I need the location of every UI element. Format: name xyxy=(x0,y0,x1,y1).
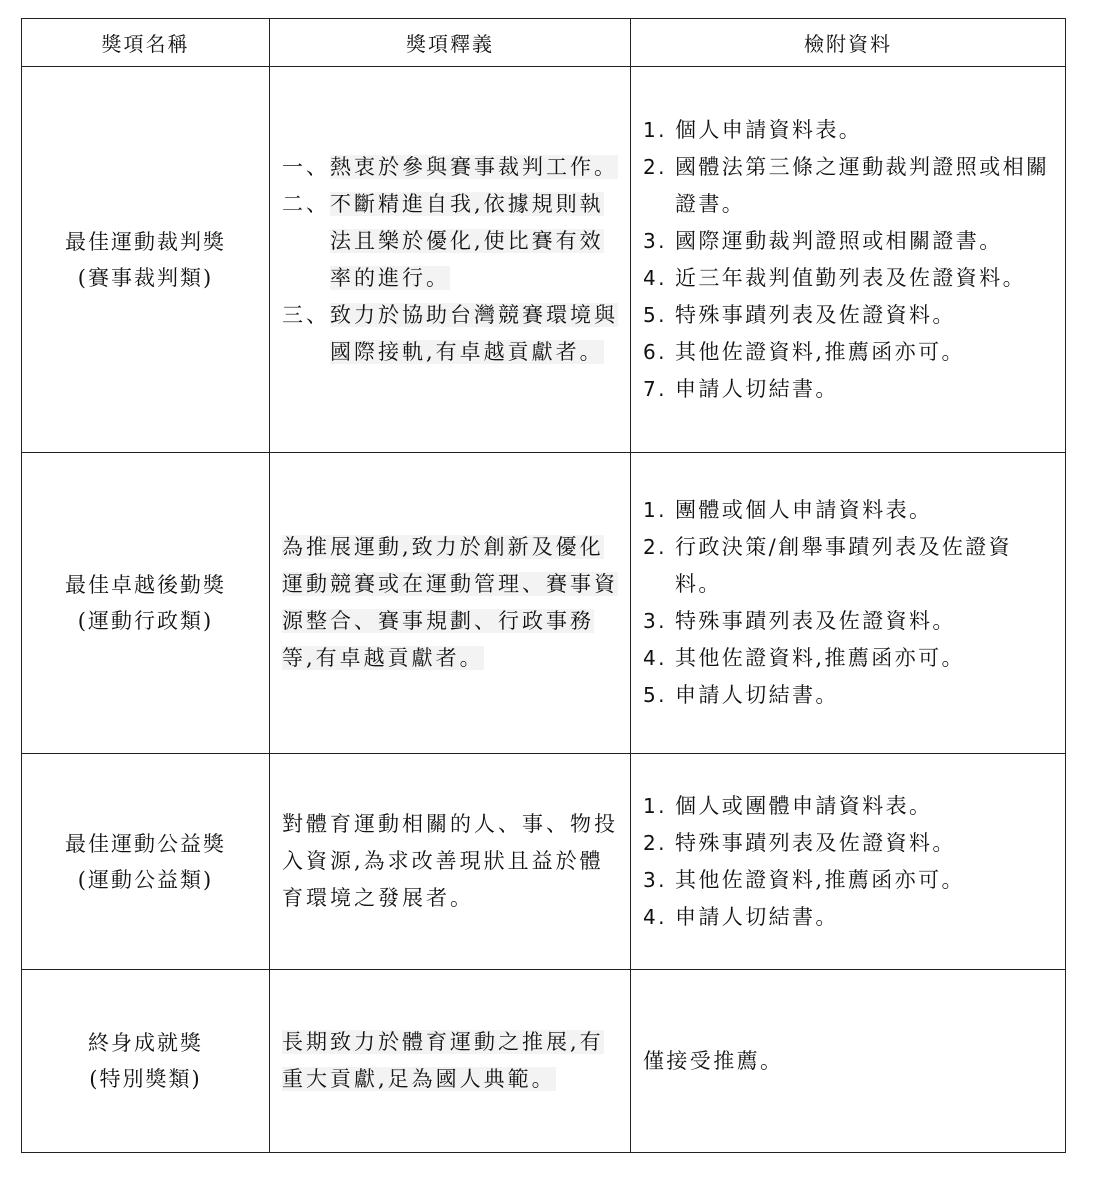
table-row xyxy=(22,67,1066,453)
list-item xyxy=(643,825,1055,862)
description-item xyxy=(282,149,620,186)
list-item-number: 5. xyxy=(643,683,667,707)
header-award-name: 獎項名稱 xyxy=(22,19,270,67)
list-item xyxy=(643,492,1055,529)
list-item-number: 4. xyxy=(643,265,667,290)
list-item xyxy=(643,529,1055,603)
list-item xyxy=(643,640,1055,677)
list-item-number: 4. xyxy=(643,904,667,929)
list-item-number: 3. xyxy=(643,867,667,892)
list-item-text: 特殊事蹟列表及佐證資料。 xyxy=(675,609,956,633)
list-item-text: 國體法第三條之運動裁判證照或相關證書。 xyxy=(675,154,1050,216)
list-item-text: 團體或個人申請資料表。 xyxy=(675,498,933,522)
list-item-text: 個人申請資料表。 xyxy=(675,117,863,142)
list-item-text: 特殊事蹟列表及佐證資料。 xyxy=(675,302,956,327)
list-item-number: 2. xyxy=(643,154,667,179)
list-item xyxy=(643,862,1055,899)
header-required-documents: 檢附資料 xyxy=(631,19,1066,67)
description-item-number: 二、 xyxy=(282,191,330,216)
award-name-cell xyxy=(22,453,270,754)
required-documents-cell xyxy=(631,67,1066,453)
table-row xyxy=(22,754,1066,970)
list-item xyxy=(643,603,1055,640)
documents-list xyxy=(643,492,1055,714)
award-description-text: 為推展運動,致力於創新及優化運動競賽或在運動管理、賽事資源整合、賽事規劃、行政事務等,有卓越貢獻者。 xyxy=(282,535,618,670)
list-item xyxy=(643,371,1055,408)
description-item-text: 熱衷於參與賽事裁判工作。 xyxy=(330,154,618,179)
award-name: 最佳卓越後勤獎 xyxy=(65,573,226,597)
award-description-cell xyxy=(270,970,631,1153)
description-item-number: 一、 xyxy=(282,154,330,179)
list-item xyxy=(643,149,1055,223)
list-item xyxy=(643,297,1055,334)
list-item-text: 近三年裁判值勤列表及佐證資料。 xyxy=(675,265,1026,290)
list-item-number: 6. xyxy=(643,339,667,364)
award-table xyxy=(21,18,1066,1153)
award-name: 終身成就獎 xyxy=(88,1031,203,1055)
award-name-cell xyxy=(22,67,270,453)
required-documents-cell xyxy=(631,453,1066,754)
list-item-text: 申請人切結書。 xyxy=(675,683,839,707)
list-item-number: 3. xyxy=(643,609,667,633)
documents-list xyxy=(643,112,1055,408)
award-name: 最佳運動公益獎 xyxy=(65,831,226,856)
table-header-row xyxy=(22,19,1066,67)
required-documents-cell xyxy=(631,970,1066,1153)
list-item xyxy=(643,334,1055,371)
list-item xyxy=(643,260,1055,297)
list-item xyxy=(643,677,1055,714)
list-item-number: 5. xyxy=(643,302,667,327)
list-item-number: 1. xyxy=(643,793,667,818)
description-item xyxy=(282,297,620,371)
list-item-number: 1. xyxy=(643,117,667,142)
list-item-text: 行政決策/創舉事蹟列表及佐證資料。 xyxy=(675,535,1013,596)
list-item-number: 7. xyxy=(643,376,667,401)
description-item xyxy=(282,186,620,297)
award-category: (運動行政類) xyxy=(77,609,214,633)
list-item-text: 申請人切結書。 xyxy=(675,904,839,929)
table-row xyxy=(22,453,1066,754)
description-item-text: 致力於協助台灣競賽環境與國際接軌,有卓越貢獻者。 xyxy=(330,302,618,364)
award-category: (賽事裁判類) xyxy=(77,265,214,290)
award-name: 最佳運動裁判獎 xyxy=(65,229,226,254)
list-item-number: 2. xyxy=(643,830,667,855)
list-item-text: 其他佐證資料,推薦函亦可。 xyxy=(675,867,965,892)
list-item-text: 其他佐證資料,推薦函亦可。 xyxy=(675,339,965,364)
award-description-cell xyxy=(270,453,631,754)
award-description-text: 長期致力於體育運動之推展,有重大貢獻,足為國人典範。 xyxy=(282,1030,604,1091)
list-item-number: 1. xyxy=(643,498,667,522)
list-item xyxy=(643,112,1055,149)
description-item-number: 三、 xyxy=(282,302,330,327)
award-description-cell xyxy=(270,754,631,970)
list-item-number: 4. xyxy=(643,646,667,670)
required-documents-cell xyxy=(631,754,1066,970)
list-item-number: 3. xyxy=(643,228,667,253)
list-item xyxy=(643,223,1055,260)
list-item-text: 其他佐證資料,推薦函亦可。 xyxy=(675,646,965,670)
award-category: (特別獎類) xyxy=(89,1067,202,1091)
header-award-description: 獎項釋義 xyxy=(270,19,631,67)
award-name-cell xyxy=(22,970,270,1153)
award-description-cell xyxy=(270,67,631,453)
description-item-text: 不斷精進自我,依據規則執法且樂於優化,使比賽有效率的進行。 xyxy=(330,191,604,290)
award-description-text: 對體育運動相關的人、事、物投入資源,為求改善現狀且益於體育環境之發展者。 xyxy=(282,812,618,910)
list-item xyxy=(643,899,1055,936)
table-row xyxy=(22,970,1066,1153)
documents-list xyxy=(643,788,1055,936)
list-item-text: 國際運動裁判證照或相關證書。 xyxy=(675,228,1003,253)
list-item-text: 申請人切結書。 xyxy=(675,376,839,401)
list-item-text: 個人或團體申請資料表。 xyxy=(675,793,933,818)
list-item-number: 2. xyxy=(643,535,667,559)
list-item xyxy=(643,788,1055,825)
list-item-text: 特殊事蹟列表及佐證資料。 xyxy=(675,830,956,855)
required-documents-text: 僅接受推薦。 xyxy=(643,1048,784,1073)
award-name-cell xyxy=(22,754,270,970)
award-category: (運動公益類) xyxy=(77,867,214,892)
